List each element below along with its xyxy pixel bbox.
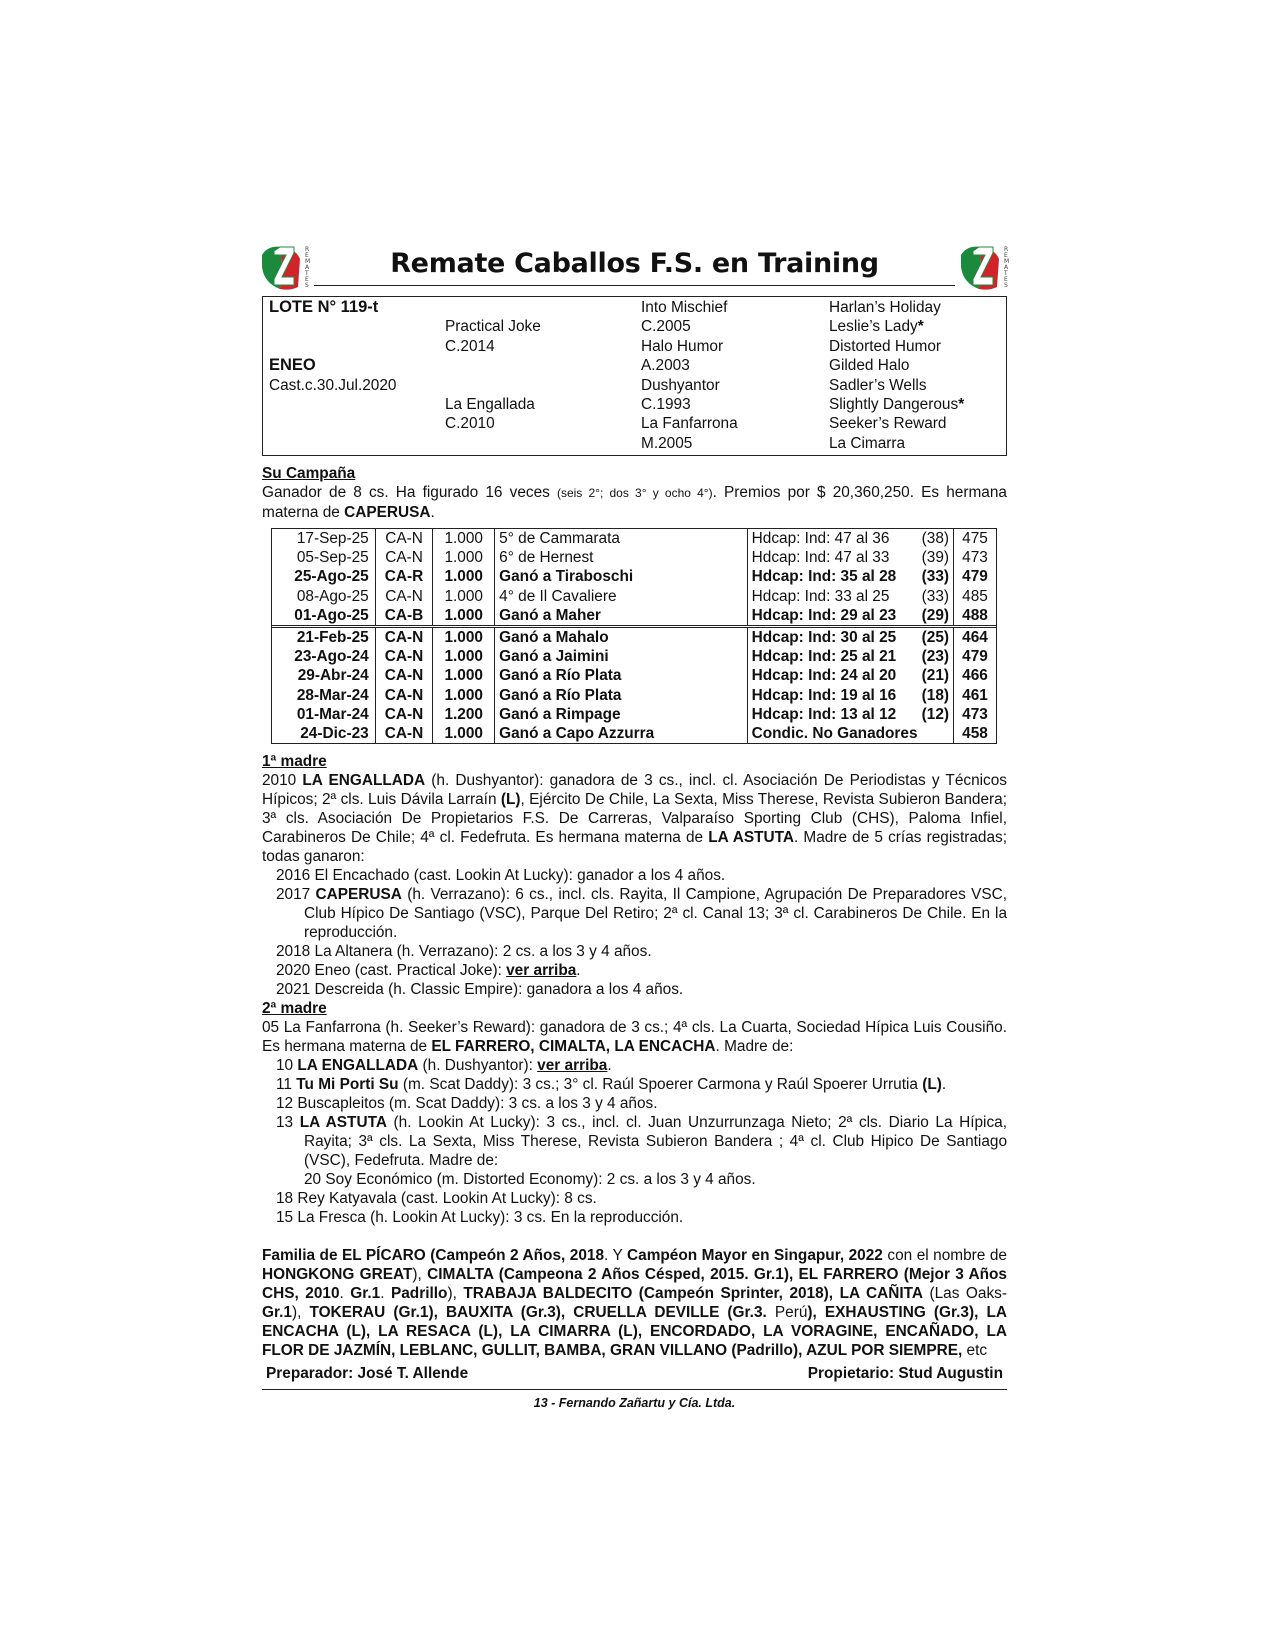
race-result: Ganó a Río Plata	[495, 666, 748, 685]
race-distance: 1.000	[433, 567, 495, 586]
page-title: Remate Caballos F.S. en Training	[390, 248, 879, 279]
dam-year: C.2010	[445, 415, 495, 433]
race-weight: 488	[954, 606, 996, 627]
list-item: 2016 El Encachado (cast. Lookin At Lucky): ganador a los 4 años.	[276, 867, 726, 885]
race-result: Ganó a Mahalo	[495, 626, 748, 647]
race-distance: 1.000	[433, 647, 495, 666]
list-item: 13 LA ASTUTA (h. Lookin At Lucky): 3 cs., incl. cl. Juan Unzurrunzaga Nieto; 2ª cls. Diario La Hípica, Rayita; 3ª cls. La Sexta, Miss Therese, Revista Subieron Bandera ; 4ª cl. Club Hipico De Santiago (VSC), Fedefruta. Madre de:	[276, 1114, 1007, 1170]
race-row	[272, 724, 996, 743]
race-track-code: CA-B	[375, 606, 433, 627]
owner: Propietario: Stud Augustin	[807, 1365, 1003, 1383]
race-track-code: CA-N	[375, 666, 433, 685]
race-track-code: CA-N	[375, 686, 433, 705]
race-distance: 1.000	[433, 606, 495, 627]
zanartu-logo-left	[260, 243, 312, 291]
list-item: 2018 La Altanera (h. Verrazano): 2 cs. a los 3 y 4 años.	[276, 943, 652, 961]
race-track-code: CA-N	[375, 587, 433, 606]
ancestor-cell: La Cimarra	[829, 434, 906, 452]
catalog-page	[262, 243, 1010, 1413]
race-handicap: Hdcap: Ind: 30 al 25 (25)	[747, 626, 953, 647]
grandparent-cell: Dushyantor	[641, 376, 720, 394]
race-handicap: Hdcap: Ind: 33 al 25 (33)	[747, 587, 953, 606]
list-item: 2021 Descreida (h. Classic Empire): ganadora a los 4 años.	[276, 981, 684, 999]
svg-text:S: S	[305, 282, 309, 289]
svg-text:E: E	[1004, 276, 1008, 283]
race-track-code: CA-R	[375, 567, 433, 586]
race-distance: 1.000	[433, 724, 495, 743]
campaign-summary: Ganador de 8 cs. Ha figurado 16 veces (seis 2°; dos 3° y ocho 4°). Premios por $ 20,360,250. Es hermana materna de CAPERUSA.	[262, 484, 1007, 521]
race-track-code: CA-N	[375, 529, 433, 548]
race-handicap: Hdcap: Ind: 24 al 20 (21)	[747, 666, 953, 685]
ancestor-cell: Leslie’s Lady*	[829, 318, 924, 336]
race-weight: 458	[954, 724, 996, 743]
race-track-code: CA-N	[375, 724, 433, 743]
race-row	[272, 587, 996, 606]
race-handicap: Hdcap: Ind: 47 al 33 (39)	[747, 548, 953, 567]
race-handicap: Hdcap: Ind: 35 al 28 (33)	[747, 567, 953, 586]
race-result: Ganó a Rimpage	[495, 705, 748, 724]
page-header	[262, 243, 1010, 295]
grandparent-cell: La Fanfarrona	[641, 415, 738, 433]
ver-arriba-link[interactable]: ver arriba	[506, 962, 577, 980]
race-date: 23-Ago-24	[294, 648, 369, 666]
grandparent-cell: Into Mischief	[641, 299, 728, 316]
second-dam-paragraph: 05 La Fanfarrona (h. Seeker’s Reward): ganadora de 3 cs.; 4ª cls. La Cuarta, Sociedad Hípica Luis Cousiño. Es hermana materna de EL FARRERO, CIMALTA, LA ENCACHA. Madre de:	[262, 1019, 1007, 1056]
race-result: 6° de Hernest	[495, 548, 748, 567]
race-weight: 473	[954, 548, 996, 567]
horse-name: ENEO	[269, 356, 316, 375]
sire-year: C.2014	[445, 337, 495, 355]
race-weight: 475	[954, 529, 996, 548]
race-weight: 473	[954, 705, 996, 724]
race-track-code: CA-N	[375, 548, 433, 567]
race-row	[272, 548, 996, 567]
svg-text:A: A	[1004, 264, 1009, 271]
trainer-owner-row	[262, 1364, 1007, 1383]
race-result: Ganó a Maher	[495, 606, 748, 627]
race-handicap: Condic. No Ganadores	[747, 724, 953, 743]
race-row	[272, 626, 996, 647]
lot-number: LOTE N° 119-t	[269, 298, 379, 316]
race-row	[272, 705, 996, 724]
list-item: 12 Buscapleitos (m. Scat Daddy): 3 cs. a los 3 y 4 años.	[276, 1095, 658, 1113]
race-distance: 1.000	[433, 686, 495, 705]
race-weight: 479	[954, 567, 996, 586]
race-handicap: Hdcap: Ind: 13 al 12 (12)	[747, 705, 953, 724]
race-distance: 1.200	[433, 705, 495, 724]
grandparent-cell: Halo Humor	[641, 337, 724, 355]
race-result: Ganó a Jaimini	[495, 647, 748, 666]
svg-text:E: E	[305, 252, 309, 259]
race-distance: 1.000	[433, 548, 495, 567]
race-result: 4° de Il Cavaliere	[495, 587, 748, 606]
race-result: Ganó a Tiraboschi	[495, 567, 748, 586]
svg-text:T: T	[1004, 270, 1008, 277]
race-date: 28-Mar-24	[296, 686, 369, 704]
trainer: Preparador: José T. Allende	[266, 1365, 469, 1383]
race-track-code: CA-N	[375, 647, 433, 666]
race-record-table	[271, 528, 997, 744]
list-item: 11 Tu Mi Porti Su (m. Scat Daddy): 3 cs.; 3° cl. Raúl Spoerer Carmona y Raúl Spoerer Urrutia (L).	[276, 1076, 947, 1094]
race-weight: 464	[954, 626, 996, 647]
ver-arriba-link[interactable]: ver arriba	[537, 1057, 608, 1075]
ancestor-cell: Gilded Halo	[829, 357, 910, 375]
footer-rule	[262, 1389, 1007, 1390]
campaign-heading: Su Campaña	[262, 465, 356, 482]
pedigree-box	[262, 296, 1007, 456]
grandparent-cell: M.2005	[641, 434, 693, 452]
race-weight: 479	[954, 647, 996, 666]
race-row	[272, 686, 996, 705]
ancestor-cell: Distorted Humor	[829, 337, 942, 355]
race-distance: 1.000	[433, 587, 495, 606]
race-row	[272, 529, 996, 548]
svg-text:T: T	[305, 270, 309, 277]
race-track-code: CA-N	[375, 705, 433, 724]
title-underline	[314, 285, 955, 286]
race-row	[272, 567, 996, 586]
pedigree-col-horse	[269, 298, 396, 395]
race-track-code: CA-N	[375, 626, 433, 647]
race-date: 17-Sep-25	[296, 530, 369, 548]
race-handicap: Hdcap: Ind: 19 al 16 (18)	[747, 686, 953, 705]
svg-text:E: E	[305, 276, 309, 283]
race-result: Ganó a Capo Azzurra	[495, 724, 748, 743]
grandparent-cell: C.2005	[641, 318, 691, 336]
race-handicap: Hdcap: Ind: 47 al 36 (38)	[747, 529, 953, 548]
pedigree-col-great-grandparents	[829, 298, 964, 453]
grandparent-cell: C.1993	[641, 395, 691, 413]
page-footer: 13 - Fernando Zañartu y Cía. Ltda.	[533, 1396, 736, 1411]
race-distance: 1.000	[433, 626, 495, 647]
race-date: 29-Abr-24	[297, 667, 369, 685]
race-distance: 1.000	[433, 529, 495, 548]
pedigree-col-parents	[445, 298, 541, 434]
svg-text:M: M	[1004, 258, 1010, 265]
logo-vertical-text: R	[305, 246, 310, 253]
list-item: 18 Rey Katyavala (cast. Lookin At Lucky): 8 cs.	[276, 1190, 597, 1208]
list-item: 10 LA ENGALLADA (h. Dushyantor): ver arriba.	[276, 1057, 612, 1075]
race-row	[272, 666, 996, 685]
race-row	[272, 606, 996, 627]
pedigree-col-grandparents	[641, 298, 738, 453]
race-date: 25-Ago-25	[294, 568, 369, 586]
ancestor-cell: Sadler’s Wells	[829, 376, 927, 394]
second-dam-heading: 2ª madre	[262, 1000, 327, 1018]
svg-text:E: E	[1004, 252, 1008, 259]
race-date: 01-Ago-25	[294, 606, 369, 624]
svg-text:A: A	[305, 264, 310, 271]
race-weight: 461	[954, 686, 996, 705]
race-date: 05-Sep-25	[296, 549, 369, 567]
race-date: 01-Mar-24	[296, 705, 369, 723]
race-weight: 485	[954, 587, 996, 606]
dam-name: La Engallada	[445, 395, 535, 413]
race-row	[272, 647, 996, 666]
race-date: 21-Feb-25	[272, 626, 375, 647]
ancestor-cell: Seeker’s Reward	[829, 415, 947, 433]
race-handicap: Hdcap: Ind: 25 al 21 (23)	[747, 647, 953, 666]
family-paragraph: Familia de EL PÍCARO (Campeón 2 Años, 2018. Y Campéon Mayor en Singapur, 2022 con el nombre de HONGKONG GREAT), CIMALTA (Campeona 2 Años Césped, 2015. Gr.1), EL FARRERO (Mejor 3 Años CHS, 2010. Gr.1. Padrillo), TRABAJA BALDECITO (Campeón Sprinter, 2018), LA CAÑITA (Las Oaks-Gr.1), TOKERAU (Gr.1), BAUXITA (Gr.3), CRUELLA DEVILLE (Gr.3. Perú), EXHAUSTING (Gr.3), LA ENCACHA (L), LA RESACA (L), LA CIMARRA (L), ENCORDADO, LA VORAGINE, ENCAÑADO, LA FLOR DE JAZMÍN, LEBLANC, GULLIT, BAMBA, GRAN VILLANO (Padrillo), AZUL POR SIEMPRE, etc	[262, 1247, 1007, 1360]
svg-text:R: R	[1004, 246, 1009, 253]
first-dam-paragraph: 2010 LA ENGALLADA (h. Dushyantor): ganadora de 3 cs., incl. cl. Asociación De Periodistas y Técnicos Hípicos; 2ª cls. Luis Dávila Larraín (L), Ejército De Chile, La Sexta, Miss Therese, Revista Subieron Bandera; 3ª cls. Asociación De Propietarios F.S. De Carreras, Valparaíso Sporting Club (CHS), Paloma Infiel, Carabineros De Chile; 4ª cl. Fedefruta. Es hermana materna de LA ASTUTA. Madre de 5 crías registradas; todas ganaron:	[262, 772, 1008, 866]
sire-name: Practical Joke	[445, 318, 541, 336]
list-subitem: 20 Soy Económico (m. Distorted Economy): 2 cs. a los 3 y 4 años.	[304, 1171, 756, 1189]
race-result: 5° de Cammarata	[495, 529, 748, 548]
first-dam-heading: 1ª madre	[262, 753, 327, 771]
ancestor-cell: Slightly Dangerous*	[829, 395, 965, 413]
race-date: 08-Ago-25	[296, 587, 369, 605]
race-weight: 466	[954, 666, 996, 685]
race-result: Ganó a Río Plata	[495, 686, 748, 705]
race-date: 24-Dic-23	[300, 724, 369, 742]
zanartu-logo-right	[959, 243, 1011, 291]
svg-text:S: S	[1004, 282, 1008, 289]
svg-text:M: M	[305, 258, 311, 265]
list-item: 2017 CAPERUSA (h. Verrazano): 6 cs., incl. cls. Rayita, Il Campione, Agrupación De Preparadores VSC, Club Hípico De Santiago (VSC), Parque Del Retiro; 2ª cl. Canal 13; 3ª cl. Carabineros De Chile. En la reproducción.	[276, 886, 1008, 942]
horse-description: Cast.c.30.Jul.2020	[269, 376, 397, 394]
race-handicap: Hdcap: Ind: 29 al 23 (29)	[747, 606, 953, 627]
list-item: 15 La Fresca (h. Lookin At Lucky): 3 cs. En la reproducción.	[276, 1209, 684, 1227]
race-distance: 1.000	[433, 666, 495, 685]
ancestor-cell: Harlan’s Holiday	[829, 299, 941, 316]
list-item: 2020 Eneo (cast. Practical Joke): ver arriba.	[276, 962, 581, 980]
grandparent-cell: A.2003	[641, 357, 690, 375]
